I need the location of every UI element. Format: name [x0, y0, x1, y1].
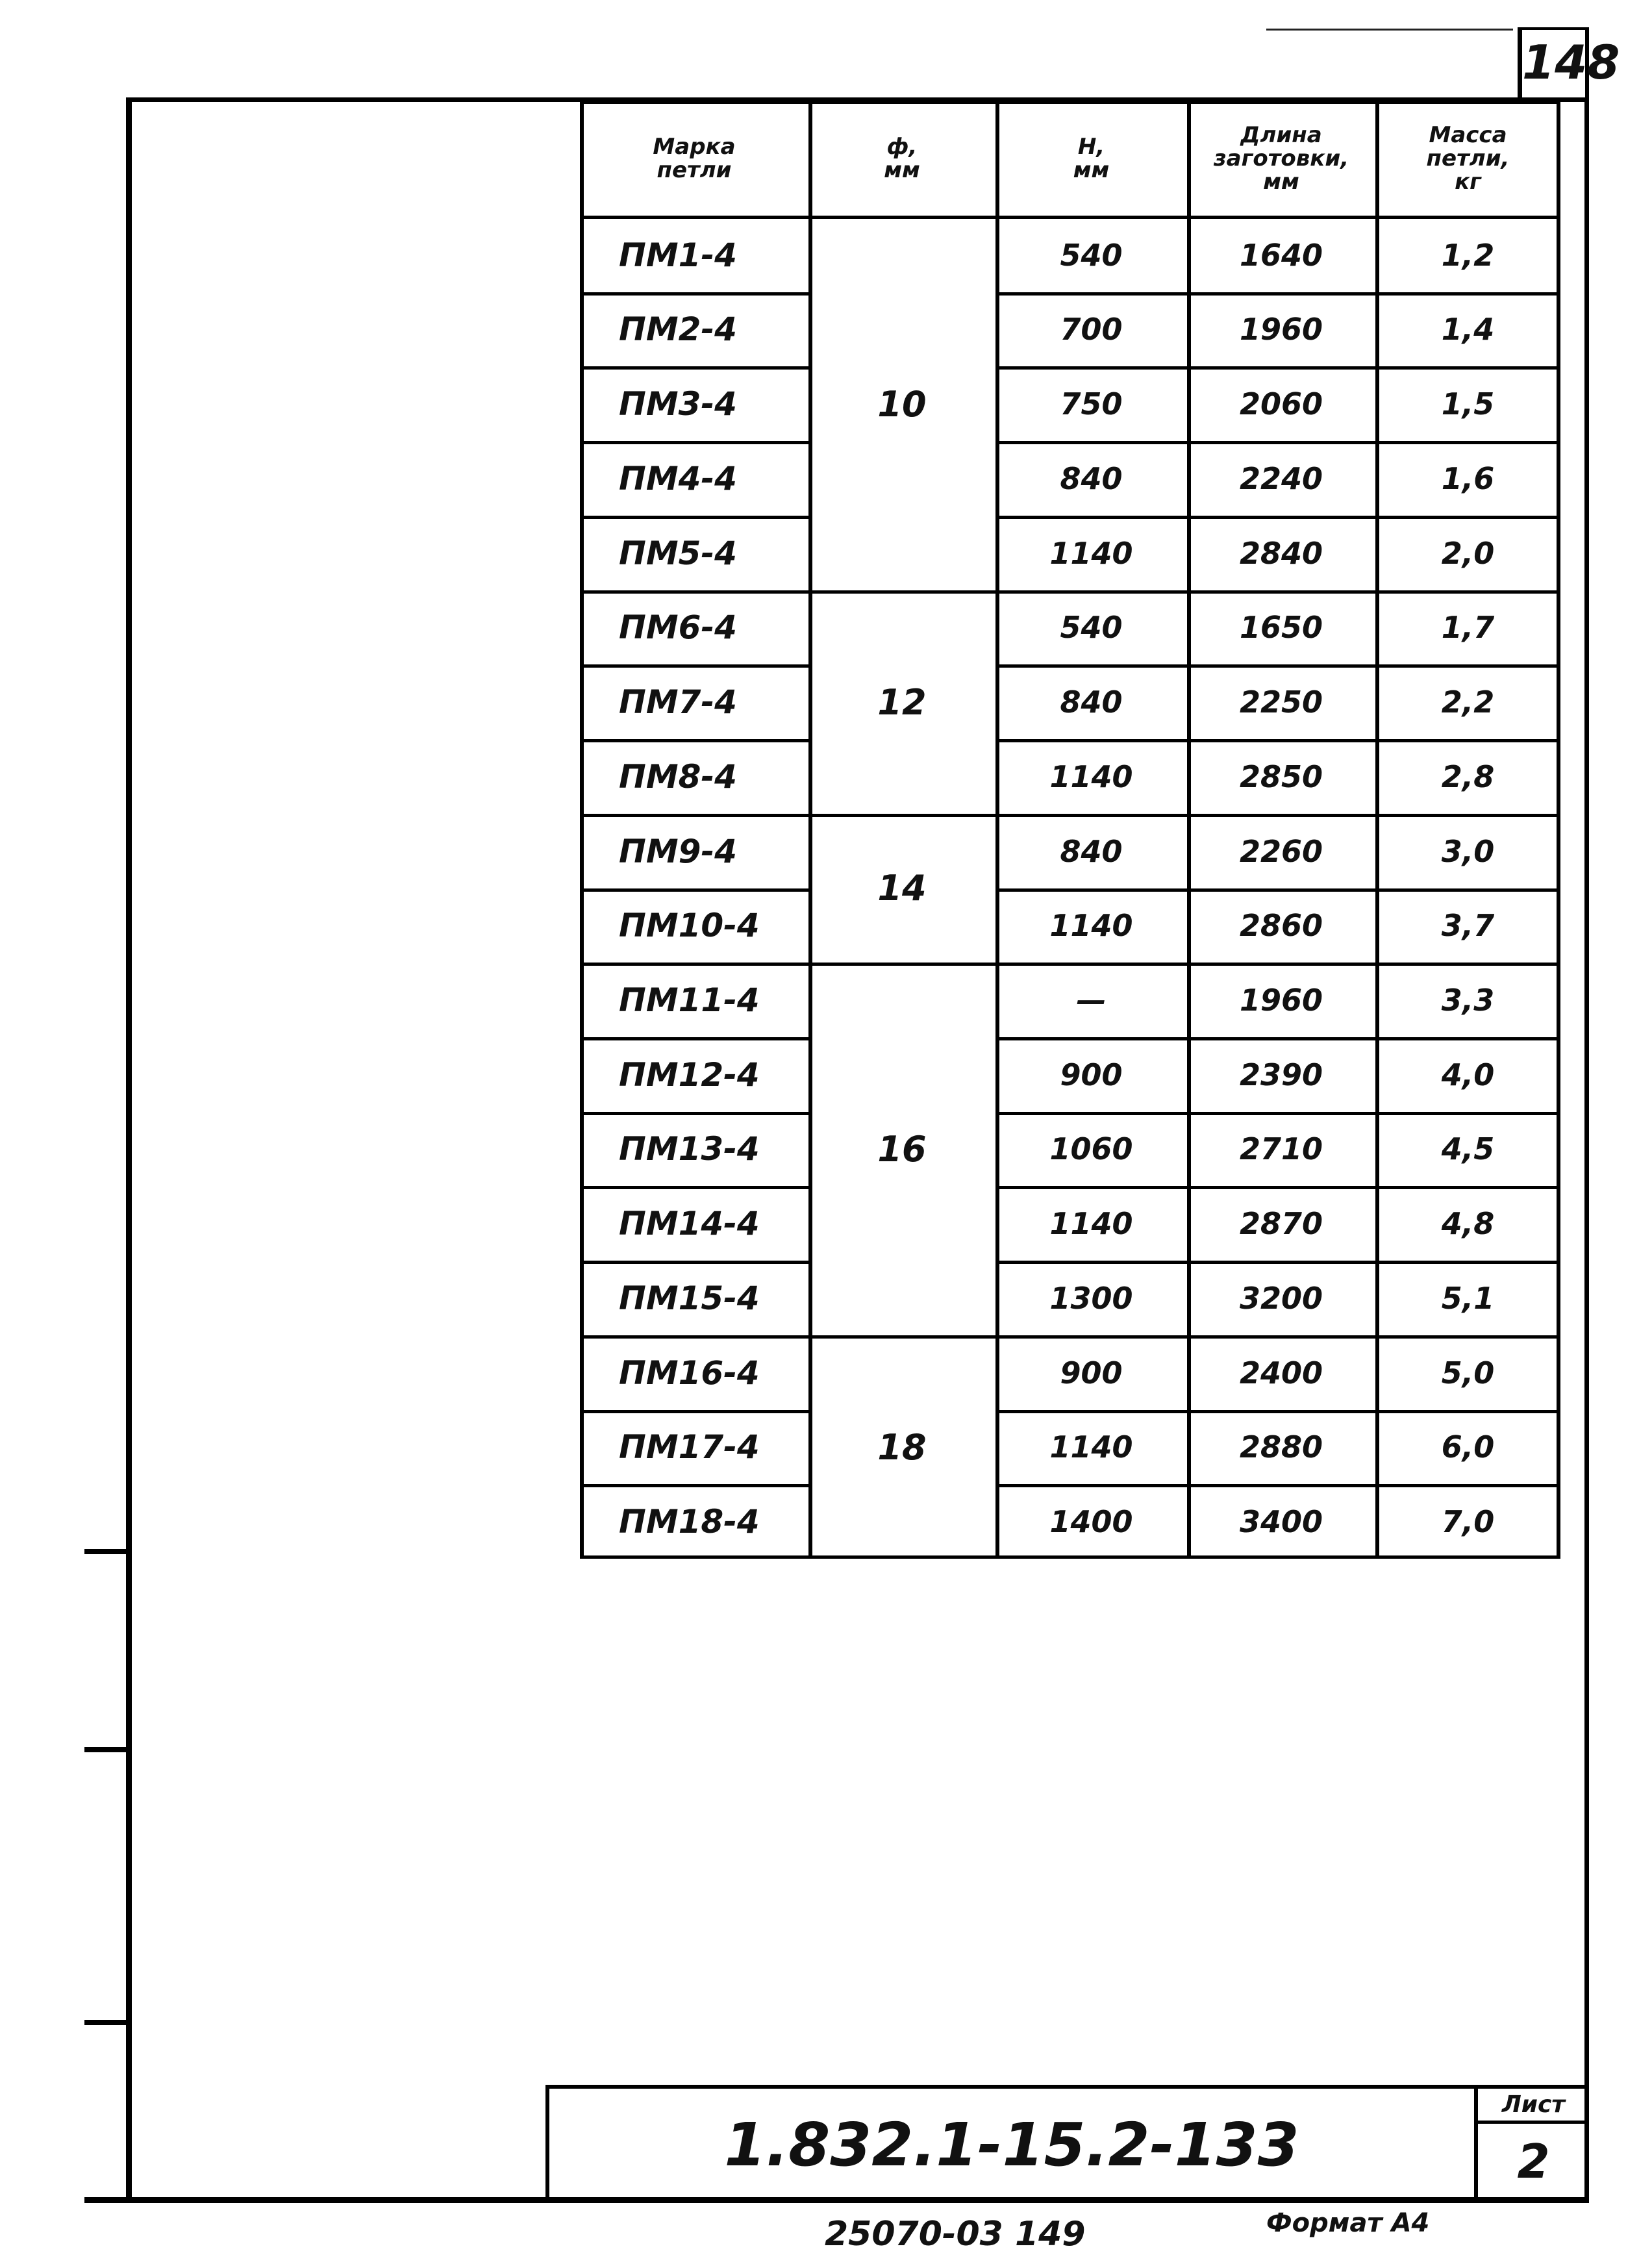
table-cell-mark: ПМ2-4	[619, 310, 737, 348]
loop-specification-table	[580, 101, 1560, 1559]
table-cell-length: 2860	[1239, 908, 1323, 943]
table-row-line	[580, 366, 808, 370]
table-cell-mass: 4,8	[1441, 1205, 1495, 1241]
column-header-line: петли,	[1426, 145, 1510, 172]
header-dash-line	[1266, 29, 1513, 31]
column-header	[808, 101, 995, 218]
table-cell-mark: ПМ11-4	[619, 981, 760, 1019]
table-row-line	[580, 888, 808, 892]
sheet-number: 148	[1522, 35, 1620, 90]
table-cell-h: 900	[1060, 1057, 1123, 1092]
table-row-line	[580, 1261, 808, 1264]
table-cell-length: 1640	[1239, 237, 1323, 273]
table-cell-mark: ПМ18-4	[619, 1502, 760, 1541]
column-header	[995, 101, 1187, 218]
table-cell-length: 1960	[1239, 312, 1323, 347]
column-header-line: петли	[657, 157, 732, 183]
table-cell-mark: ПМ4-4	[619, 459, 737, 497]
diameter-group-cell: 10	[877, 383, 927, 425]
table-cell-mass: 1,2	[1441, 237, 1495, 273]
table-column-line	[1557, 101, 1560, 1559]
column-header-line: Длина	[1240, 122, 1322, 149]
table-cell-mass: 1,5	[1441, 386, 1495, 422]
table-cell-length: 3200	[1239, 1280, 1323, 1316]
table-cell-h: 840	[1060, 833, 1123, 869]
table-cell-length: 2880	[1239, 1429, 1323, 1465]
table-cell-mark: ПМ15-4	[619, 1279, 760, 1317]
table-cell-mass: 6,0	[1441, 1429, 1495, 1465]
table-row-line	[995, 1410, 1560, 1413]
column-header-line: мм	[1073, 157, 1110, 183]
column-header-line: ф,	[886, 134, 918, 160]
table-row-line	[995, 1112, 1560, 1115]
frame-right-border	[1584, 97, 1589, 2202]
table-cell-mass: 5,1	[1441, 1280, 1495, 1316]
table-cell-h: 1400	[1049, 1504, 1133, 1539]
table-row-line	[580, 1484, 808, 1487]
table-cell-length: 2710	[1239, 1131, 1323, 1166]
table-row-line	[995, 739, 1560, 742]
table-cell-mass: 7,0	[1441, 1504, 1495, 1539]
binding-tick	[84, 1549, 127, 1554]
sheet-value: 2	[1517, 2134, 1550, 2189]
column-header-line: кг	[1455, 168, 1481, 195]
sheet-label: Лист	[1501, 2091, 1566, 2118]
table-row-line	[995, 664, 1560, 668]
table-cell-h: 1060	[1049, 1131, 1133, 1166]
sheet-number-box	[1518, 27, 1620, 97]
table-cell-h: 1300	[1049, 1280, 1133, 1316]
column-header-line: мм	[884, 157, 920, 183]
table-cell-length: 2850	[1239, 759, 1323, 794]
table-cell-mass: 2,0	[1441, 535, 1495, 571]
table-cell-h: 540	[1060, 237, 1123, 273]
table-row-line	[580, 1335, 1560, 1339]
table-cell-mark: ПМ17-4	[619, 1428, 760, 1466]
table-cell-length: 2240	[1239, 460, 1323, 496]
diameter-group-cell: 18	[877, 1426, 927, 1468]
table-top-line	[580, 101, 1560, 104]
table-row-line	[580, 664, 808, 668]
table-cell-mark: ПМ13-4	[619, 1130, 760, 1168]
table-cell-mass: 2,2	[1441, 684, 1495, 720]
table-cell-mass: 5,0	[1441, 1355, 1495, 1391]
table-cell-h: 1140	[1049, 908, 1133, 943]
table-column-line	[1187, 101, 1191, 1559]
table-row-line	[580, 1410, 808, 1413]
table-cell-mark: ПМ5-4	[619, 534, 737, 572]
table-cell-h: 1140	[1049, 535, 1133, 571]
table-row-line	[580, 1037, 808, 1040]
table-cell-mass: 2,8	[1441, 759, 1495, 794]
table-cell-mass: 3,3	[1441, 982, 1495, 1018]
table-row-line	[995, 1037, 1560, 1040]
table-cell-mark: ПМ6-4	[619, 609, 737, 646]
table-cell-length: 2400	[1239, 1355, 1323, 1391]
table-cell-mark: ПМ16-4	[619, 1353, 760, 1392]
table-row-line	[995, 1484, 1560, 1487]
table-row-line	[995, 292, 1560, 296]
table-row-line	[995, 366, 1560, 370]
table-cell-mass: 4,0	[1441, 1057, 1495, 1092]
stamp-top-border	[545, 2085, 1589, 2089]
table-cell-length: 2260	[1239, 833, 1323, 869]
table-row-line	[995, 441, 1560, 444]
table-row-line	[580, 216, 1560, 219]
table-cell-mark: ПМ9-4	[619, 832, 737, 870]
table-row-line	[995, 1261, 1560, 1264]
table-cell-length: 1650	[1239, 610, 1323, 645]
column-header	[580, 101, 808, 218]
table-row-line	[580, 1186, 808, 1189]
table-cell-length: 3400	[1239, 1504, 1323, 1539]
table-cell-mark: ПМ8-4	[619, 757, 737, 796]
table-row-line	[580, 1555, 1560, 1559]
table-cell-mass: 1,4	[1441, 312, 1495, 347]
table-cell-length: 2250	[1239, 684, 1323, 720]
table-cell-h: 900	[1060, 1355, 1123, 1391]
table-cell-mark: ПМ3-4	[619, 384, 737, 423]
frame-left-border	[126, 97, 132, 2202]
column-header-line: Н,	[1077, 134, 1105, 160]
table-cell-length: 2870	[1239, 1205, 1323, 1241]
table-row-line	[995, 516, 1560, 519]
table-cell-mark: ПМ14-4	[619, 1204, 760, 1242]
table-cell-h: 700	[1060, 312, 1123, 347]
table-cell-mark: ПМ10-4	[619, 907, 760, 944]
table-cell-h: 1140	[1049, 1429, 1133, 1465]
table-column-line	[995, 101, 999, 1559]
format-label: Формат А4	[1266, 2208, 1430, 2238]
table-cell-h: 750	[1060, 386, 1123, 422]
diameter-group-cell: 16	[877, 1128, 927, 1170]
table-cell-length: 1960	[1239, 982, 1323, 1018]
table-row-line	[995, 1186, 1560, 1189]
table-row-line	[580, 814, 1560, 817]
table-column-line	[808, 101, 812, 1559]
column-header-line: мм	[1263, 168, 1299, 195]
table-row-line	[580, 963, 1560, 966]
table-cell-length: 2840	[1239, 535, 1323, 571]
table-row-line	[580, 292, 808, 296]
table-cell-h: 840	[1060, 684, 1123, 720]
table-column-line	[580, 101, 584, 1559]
table-cell-h: —	[1076, 982, 1107, 1018]
diameter-group-cell: 14	[877, 868, 927, 909]
table-cell-mark: ПМ12-4	[619, 1055, 760, 1094]
table-cell-h: 540	[1060, 610, 1123, 645]
table-cell-length: 2060	[1239, 386, 1323, 422]
table-cell-mass: 3,0	[1441, 833, 1495, 869]
archive-number: 25070-03 149	[825, 2215, 1086, 2254]
column-header	[1375, 101, 1560, 218]
document-code: 1.832.1-15.2-133	[724, 2109, 1299, 2180]
binding-tick	[84, 2020, 127, 2025]
table-row-line	[995, 888, 1560, 892]
table-row-line	[580, 590, 1560, 594]
table-cell-h: 840	[1060, 460, 1123, 496]
table-row-line	[580, 441, 808, 444]
table-cell-mass: 4,5	[1441, 1131, 1495, 1166]
table-row-line	[580, 516, 808, 519]
table-cell-mark: ПМ7-4	[619, 683, 737, 721]
column-header-line: Масса	[1429, 122, 1507, 149]
table-column-line	[1375, 101, 1379, 1559]
table-cell-h: 1140	[1049, 1205, 1133, 1241]
table-row-line	[580, 739, 808, 742]
table-cell-mass: 1,7	[1441, 610, 1495, 645]
table-cell-mass: 3,7	[1441, 908, 1495, 943]
table-cell-length: 2390	[1239, 1057, 1323, 1092]
binding-tick	[84, 1747, 127, 1752]
table-cell-h: 1140	[1049, 759, 1133, 794]
column-header	[1187, 101, 1375, 218]
column-header-line: Марка	[653, 134, 736, 160]
column-header-line: заготовки,	[1213, 145, 1349, 172]
table-row-line	[580, 1112, 808, 1115]
table-cell-mass: 1,6	[1441, 460, 1495, 496]
table-cell-mark: ПМ1-4	[619, 236, 737, 274]
diameter-group-cell: 12	[877, 681, 927, 723]
